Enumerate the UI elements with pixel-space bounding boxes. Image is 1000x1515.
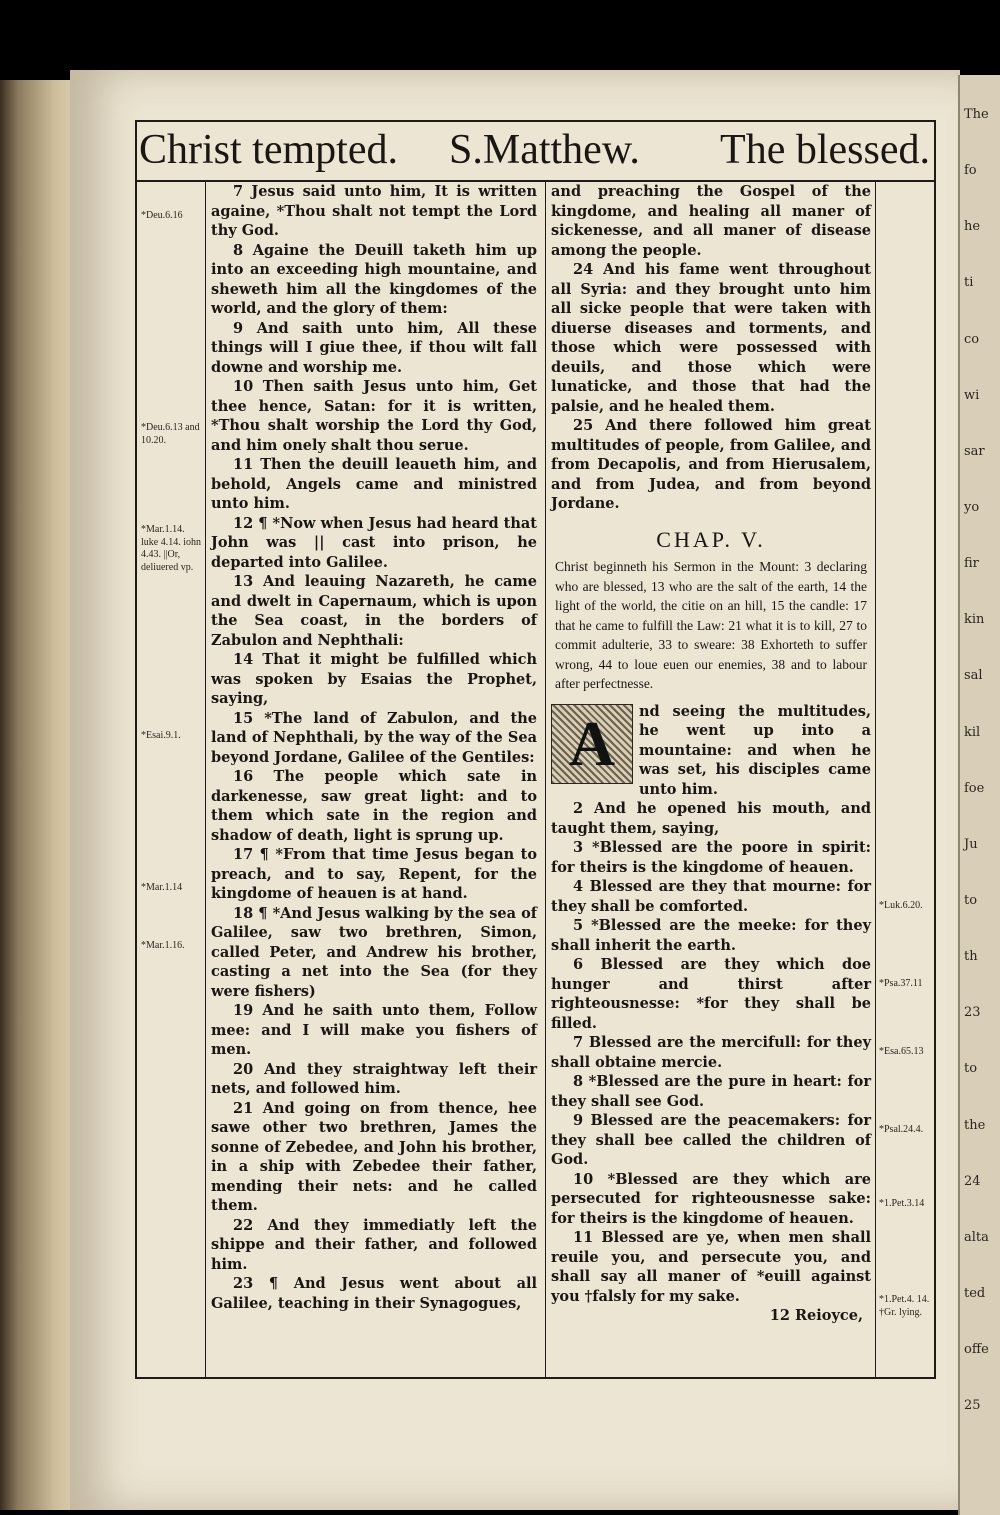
beatitude-9: 11 Blessed are ye, when men shall reuile you, and persecute you, and shall say all maner of *euill against you †falsly for my sake. [551,1229,871,1305]
verse-0: and preaching the Gospel of the kingdome, and healing all maner of sickenesse, and all maner of disease among the people. [551,183,871,259]
margin-note: *Mar.1.16. [141,940,185,951]
facing-page-word: yo [964,499,980,515]
verse-3: 10 Then saith Jesus unto him, Get thee hence, Satan: for it is written, *Thou shalt worship the Lord thy God, and him onely shalt thou serue. [211,378,537,454]
running-header [137,122,934,182]
margin-note: *1.Pet.4. 14. †Gr. lying. [879,1294,930,1318]
verse-0: 7 Jesus said unto him, It is written againe, *Thou shalt not tempt the Lord thy God. [211,183,537,239]
facing-page-word: to [964,1061,978,1077]
chapter-heading: CHAP. V. [656,526,766,552]
beatitude-4: 6 Blessed are they which doe hunger and thirst after righteousnesse: *for they shall be filled. [551,956,871,1032]
facing-page-word: 23 [964,1005,981,1021]
catchword: 12 Reioyce, [769,1307,863,1324]
margin-note: *1.Pet.3.14 [879,1198,925,1209]
verse-11: 18 ¶ *And Jesus walking by the sea of Galilee, saw two brethren, Simon, called Peter, and Andrew his brother, casting a net into the Sea (for they were fishers) [211,904,537,1000]
margin-note: *Esai.9.1. [141,730,181,741]
margin-note: *Esa.65.13 [879,1046,924,1057]
verse-13: 20 And they straightway left their nets, and followed him. [211,1060,537,1097]
facing-page-word: fir [964,556,979,572]
chapter-5-opening [551,702,871,800]
header-right: The blessed. [720,127,930,173]
margin-note: *Mar.1.14 [141,882,183,893]
beatitude-3: 5 *Blessed are the meeke: for they shall inherit the earth. [551,917,871,954]
beatitude-2: 4 Blessed are they that mourne: for they shall be comforted. [551,878,871,915]
verses-chapter-4-end [551,182,871,514]
verse-6: 13 And leauing Nazareth, he came and dwelt in Capernaum, which is upon the Sea coast, in the borders of Zabulon and Nephthali: [211,573,537,649]
beatitude-0: 2 And he opened his mouth, and taught them, saying, [551,800,871,837]
facing-page-word: ted [964,1285,986,1301]
verse-1: 8 Againe the Deuill taketh him up into an exceeding high mountaine, and sheweth him all the kingdomes of the world, and the glory of them: [211,241,537,317]
verse-4: 11 Then the deuill leaueth him, and behold, Angels came and ministred unto him. [211,456,537,512]
facing-page-word: kil [964,724,981,740]
verse-2: 9 And saith unto him, All these things will I giue thee, if thou wilt fall downe and worship me. [211,319,537,376]
facing-page-word: he [964,219,981,235]
chapter-summary: Christ beginneth his Sermon in the Mount: 3 declaring who are blessed, 13 who are the salt of the earth, 14 the light of the world, the citie on an hill, 15 the candle: 17 that he came to fulfill the Law: 21 what it is to kill, 27 to commit adulterie, 33 to sweare: 38 Exhorteth to suffer wrong, 44 to loue euen our enemies, 38 and to labour after perfectnesse. [555,559,867,691]
facing-page-word: sal [964,668,983,684]
beatitude-7: 9 Blessed are the peacemakers: for they shall bee called the children of God. [551,1112,871,1168]
margin-note: *Deu.6.13 and 10.20. [141,422,200,446]
facing-page-word: wi [964,387,980,403]
facing-page-word: 25 [964,1398,981,1414]
margin-note: *Mar.1.14. luke 4.14. iohn 4.43. ||Or, deliuered vp. [141,524,201,573]
verse-2: 25 And there followed him great multitudes of people, from Galilee, and from Decapolis, and from Hierusalem, and from Judea, and from beyond Jordane. [551,417,871,512]
verse-15: 22 And they immediatly left the shippe and their father, and followed him. [211,1216,537,1273]
beatitudes-verses [551,799,871,1306]
verse-8: 15 *The land of Zabulon, and the land of Nephthali, by the way of the Sea beyond Jordane, Galilee of the Gentiles: [211,709,537,766]
beatitude-8: 10 *Blessed are they which are persecuted for righteousnesse sake: for theirs is the kingdome of heauen. [551,1170,871,1227]
facing-page-word: to [964,892,978,908]
page-frame [135,120,936,1379]
verse-9: 16 The people which sate in darkenesse, saw great light: and to them which sate in the region and shadow of death, light is sprung up. [211,768,537,844]
facing-page-word: foe [964,780,985,796]
facing-page-word: offe [964,1342,989,1358]
left-margin-rule [205,180,206,1377]
verse-16: 23 ¶ And Jesus went about all Galilee, teaching in their Synagogues, [211,1275,537,1312]
verse-1: 24 And his fame went throughout all Syria: and they brought unto him all sicke people that were taken with diuerse diseases and torments, and those which were possessed with deuils, and those which were lunaticke, and those that had the palsie, and he healed them. [551,261,871,415]
facing-page-word: fo [964,163,977,179]
facing-page-word: the [964,1117,986,1133]
verse-5: 12 ¶ *Now when Jesus had heard that John was || cast into prison, he departed into Galilee. [211,514,537,571]
column-divider [545,180,546,1377]
margin-note: *Psa.37.11 [879,978,923,989]
beatitude-5: 7 Blessed are the mercifull: for they shall obtaine mercie. [551,1034,871,1071]
facing-page-word: sar [964,443,985,459]
verse-10: 17 ¶ *From that time Jesus began to preach, and to say, Repent, for the kingdome of heauen is at hand. [211,846,537,902]
facing-page-word: alta [964,1229,989,1245]
ornamental-dropcap: A [551,704,633,784]
beatitude-6: 8 *Blessed are the pure in heart: for they shall see God. [551,1073,871,1110]
facing-page-fragment [958,75,1000,1515]
facing-page-word: th [964,949,978,965]
header-left: Christ tempted. [139,127,398,173]
header-center: S.Matthew. [449,127,640,173]
facing-page-word: The [964,107,989,122]
margin-note: *Deu.6.16 [141,210,183,221]
verse-1: nd seeing the multitudes, he went up into a mountaine: and when he was set, his disciples came unto him. [639,702,871,798]
verse-7: 14 That it might be fulfilled which was spoken by Esaias the Prophet, saying, [211,651,537,707]
right-margin-rule [875,180,876,1377]
margin-note: *Luk.6.20. [879,900,923,911]
verse-14: 21 And going on from thence, hee sawe other two brethren, James the sonne of Zebedee, and John his brother, in a ship with Zebedee their father, mending their nets: and he called them. [211,1099,537,1214]
facing-page-word: Ju [964,836,978,852]
text-column-left [211,182,537,1313]
text-column-right [551,182,871,1326]
verse-12: 19 And he saith unto them, Follow mee: and I will make you fishers of men. [211,1002,537,1058]
margin-note: *Psal.24.4. [879,1124,924,1135]
facing-page-word: ti [964,275,974,291]
beatitude-1: 3 *Blessed are the poore in spirit: for theirs is the kingdome of heauen. [551,839,871,876]
facing-page-word: 24 [964,1173,981,1189]
facing-page-word: kin [964,612,985,628]
facing-page-word: co [964,331,980,347]
